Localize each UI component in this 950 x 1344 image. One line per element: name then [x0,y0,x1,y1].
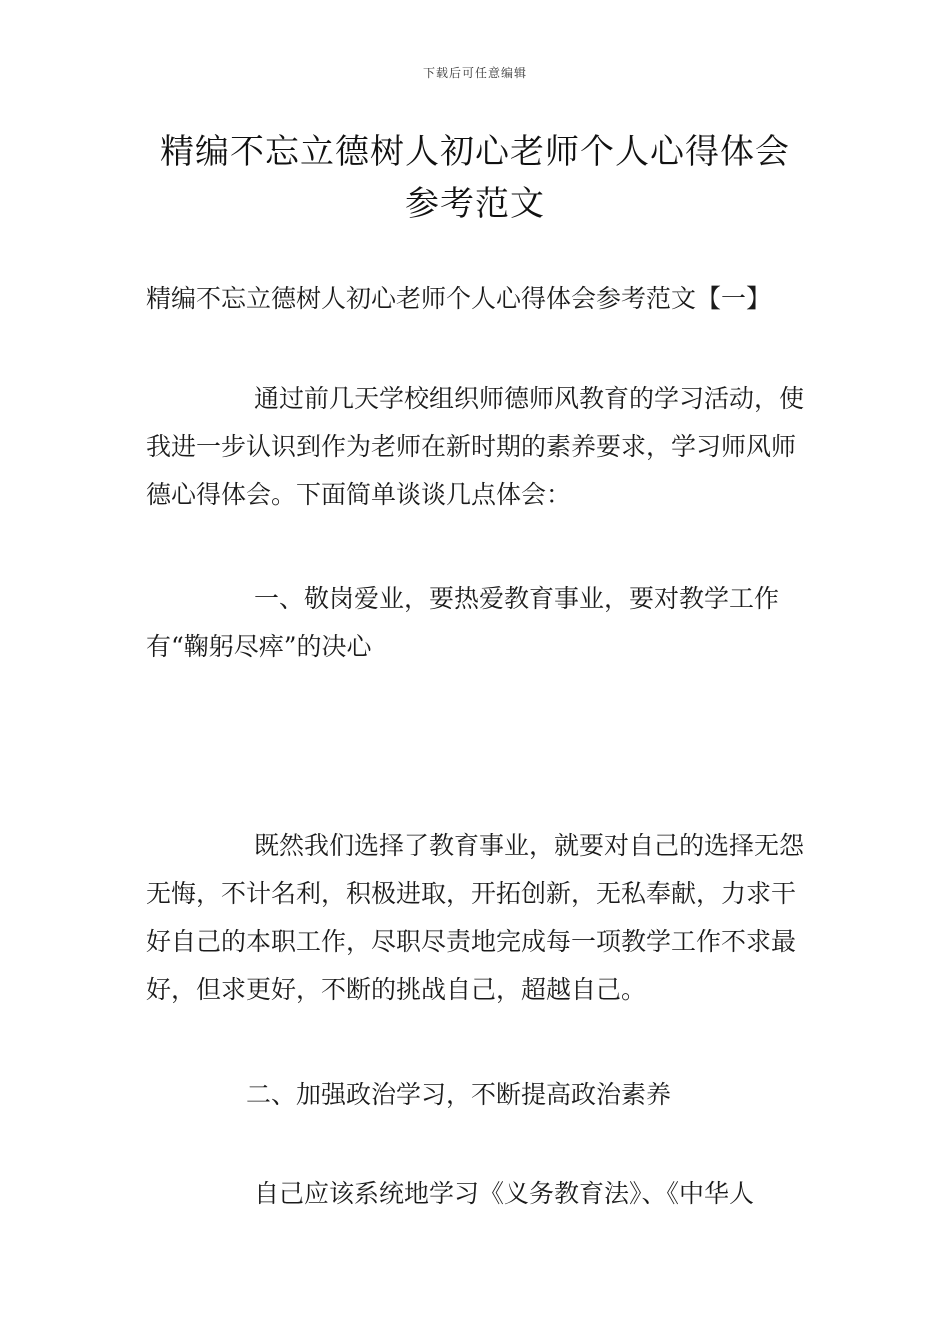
header-note: 下载后可任意编辑 [422,66,527,80]
paragraph-point1-heading: 一、敬岗爱业，要热爱教育事业，要对教学工作有“鞠躬尽瘁”的决心 [146,584,780,661]
paragraph-intro: 通过前几天学校组织师德师风教育的学习活动，使我进一步认识到作为老师在新时期的素养要求，学习师风师德心得体会。下面简单谈谈几点体会： [146,384,805,509]
paragraph-point2-heading: 二、加强政治学习，不断提高政治素养 [246,1080,672,1109]
document-title [120,126,830,230]
title-line-2: 参考范文 [405,184,545,224]
section-subtitle: 精编不忘立德树人初心老师个人心得体会参考范文【一】 [146,284,772,313]
paragraph-point2-body: 自己应该系统地学习《义务教育法》、《中华人 [254,1179,755,1208]
paragraph-point1-body: 既然我们选择了教育事业，就要对自己的选择无怨无悔，不计名利，积极进取，开拓创新，无私奉献，力求干好自己的本职工作，尽职尽责地完成每一项教学工作不求最好，但求更好，不断的挑战自己，超越自己。 [146,831,805,1004]
title-line-1: 精编不忘立德树人初心老师个人心得体会 [160,132,790,172]
